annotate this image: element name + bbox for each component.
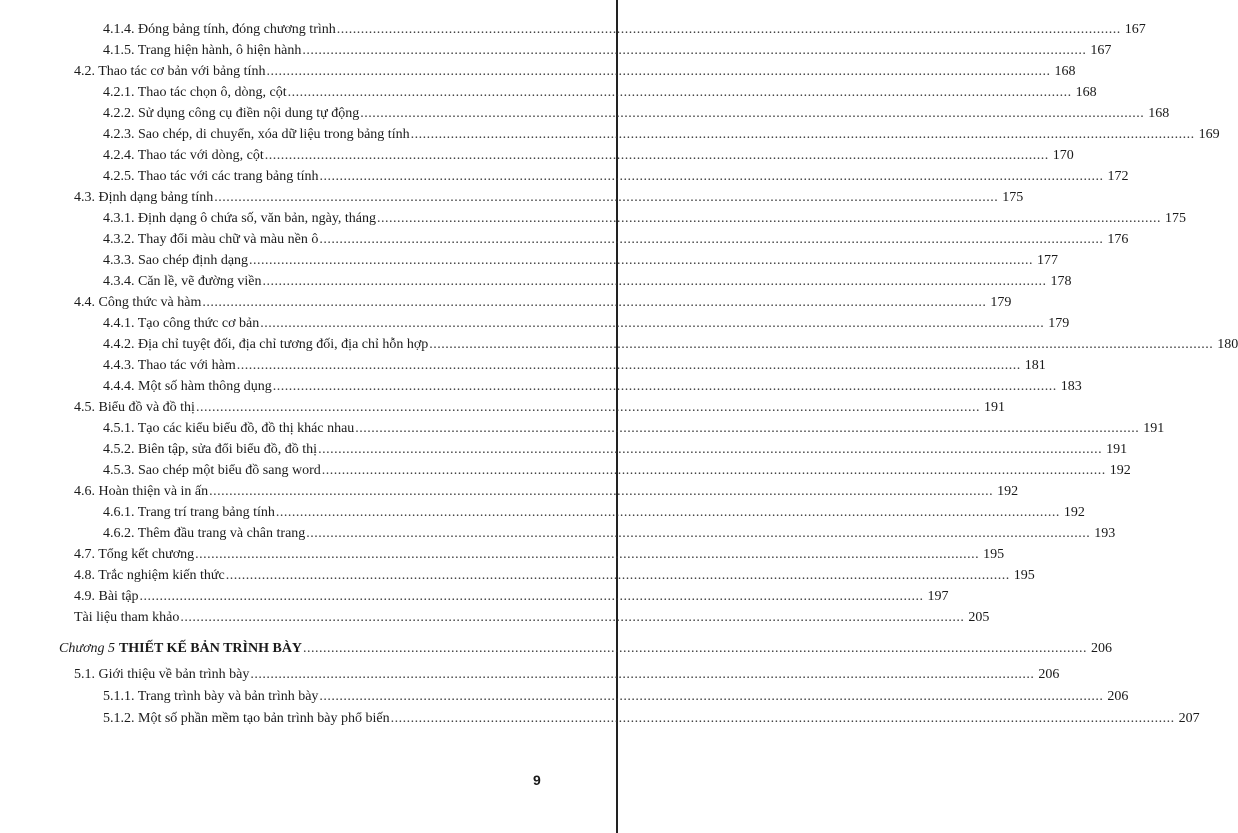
toc-entry-5-1-1 [103,686,1129,707]
toc-entry-title: 4.3.4. Căn lề, vẽ đường viền [103,274,262,289]
toc-entry-title: 4.4.4. Một số hàm thông dụng [103,379,272,394]
toc-entry-page: 172 [1107,169,1129,184]
dot-leader: .................................................................................................................................................................................................... [318,442,1103,457]
toc-entry-page: 183 [1060,379,1082,394]
toc-entry-4-9 [74,586,949,607]
dot-leader: .................................................................................................................................................................................................... [209,484,994,499]
chapter-heading [59,638,302,659]
toc-entry-4-5-2 [103,439,1128,460]
toc-entry-title: 4.4.3. Thao tác với hàm [103,358,236,373]
dot-leader: .................................................................................................................................................................................................... [272,379,1057,394]
toc-entry-page: 178 [1050,274,1072,289]
dot-leader: .................................................................................................................................................................................................... [214,190,999,205]
toc-entry-title: 4.5.3. Sao chép một biểu đồ sang word [103,463,321,478]
dot-leader: .................................................................................................................................................................................................... [264,148,1049,163]
dot-leader: .................................................................................................................................................................................................... [410,127,1195,142]
toc-entry-page: 167 [1090,43,1112,58]
dot-leader: .................................................................................................................................................................................................... [260,316,1045,331]
toc-entry-page: 191 [983,400,1005,415]
toc-chapter-5 [59,638,1113,659]
toc-entry-page: 206 [1091,641,1113,656]
toc-entry-title: 4.6. Hoàn thiện và in ấn [74,484,209,499]
dot-leader: .................................................................................................................................................................................................... [429,337,1214,352]
toc-entry-page: 175 [1165,211,1187,226]
toc-entry-title: 4.6.1. Trang trí trang bảng tính [103,505,275,520]
toc-entry-4-4-1 [103,313,1070,334]
toc-entry-page: 179 [1048,316,1070,331]
toc-entry-page: 192 [1063,505,1085,520]
toc-entry-title: 4.4. Công thức và hàm [74,295,202,310]
toc-entry-4-3-2 [103,229,1129,250]
toc-entry-4-2-4 [103,145,1074,166]
toc-entry-4-1-5 [103,40,1112,61]
toc-entry-5-1-2 [103,708,1200,729]
dot-leader: .................................................................................................................................................................................................... [302,43,1087,58]
dot-leader: .................................................................................................................................................................................................... [180,610,965,625]
toc-entry-title: 4.5.2. Biên tập, sửa đổi biểu đồ, đồ thị [103,442,318,457]
toc-entry-4-5-3 [103,460,1131,481]
toc-entry-title: 4.9. Bài tập [74,589,139,604]
dot-leader: .................................................................................................................................................................................................... [360,106,1145,121]
dot-leader: .................................................................................................................................................................................................... [303,641,1088,656]
toc-entry-4-6 [74,481,1019,502]
page-number: 9 [533,772,541,788]
toc-entry-page: 195 [1013,568,1035,583]
toc-entry-page: 180 [1217,337,1238,352]
toc-entry-page: 175 [1002,190,1024,205]
toc-entry-page: 176 [1107,232,1129,247]
toc-entry-page: 179 [990,295,1012,310]
toc-entry-4-3-1 [103,208,1187,229]
toc-entry-title: 4.4.2. Địa chỉ tuyệt đối, địa chỉ tương đối, địa chỉ hỗn hợp [103,337,429,352]
toc-entry-title: 4.3. Định dạng bảng tính [74,190,214,205]
toc-entry-page: 195 [983,547,1005,562]
dot-leader: .................................................................................................................................................................................................... [266,64,1051,79]
dot-leader: .................................................................................................................................................................................................... [202,295,987,310]
dot-leader: .................................................................................................................................................................................................... [377,211,1162,226]
dot-leader: .................................................................................................................................................................................................... [195,547,980,562]
toc-entry-4-5 [74,397,1005,418]
toc-entry-title: 4.1.4. Đóng bảng tính, đóng chương trình [103,22,336,37]
chapter-title: THIẾT KẾ BẢN TRÌNH BÀY [118,641,303,656]
toc-entry-page: 168 [1075,85,1097,100]
toc-entry-title: 4.1.5. Trang hiện hành, ô hiện hành [103,43,302,58]
toc-entry-4-6-1 [103,502,1085,523]
toc-entry-4-4-4 [103,376,1082,397]
toc-entry-page: 181 [1024,358,1046,373]
dot-leader: .................................................................................................................................................................................................... [321,463,1106,478]
toc-entry-4-2-3 [103,124,1220,145]
toc-entry-title: 4.8. Trắc nghiệm kiến thức [74,568,225,583]
toc-entry-page: 205 [968,610,990,625]
dot-leader: .................................................................................................................................................................................................... [139,589,924,604]
toc-entry-5-1 [74,664,1060,685]
toc-entry-title: 5.1. Giới thiệu về bản trình bày [74,667,250,682]
toc-entry-4-2 [74,61,1076,82]
toc-entry-4-2-5 [103,166,1129,187]
toc-entry-page: 206 [1038,667,1060,682]
toc-entry-page: 191 [1106,442,1128,457]
toc-entry-page: 191 [1143,421,1165,436]
toc-entry-page: 197 [927,589,949,604]
toc-entry-4-5-1 [103,418,1165,439]
dot-leader: .................................................................................................................................................................................................... [319,169,1104,184]
toc-entry-title: 4.2.5. Thao tác với các trang bảng tính [103,169,319,184]
toc-entry-page: 167 [1124,22,1146,37]
toc-entry-4-4 [74,292,1012,313]
toc-entry-4-8 [74,565,1035,586]
toc-entry-page: 169 [1198,127,1220,142]
toc-entry-title: 4.2.4. Thao tác với dòng, cột [103,148,264,163]
toc-entry-title: 4.5. Biểu đồ và đồ thị [74,400,195,415]
toc-entry-title: 4.2. Thao tác cơ bản với bảng tính [74,64,266,79]
dot-leader: .................................................................................................................................................................................................... [319,232,1104,247]
dot-leader: .................................................................................................................................................................................................... [236,358,1021,373]
toc-entry-4-2-2 [103,103,1170,124]
dot-leader: .................................................................................................................................................................................................... [319,689,1104,704]
toc-entry-4-3 [74,187,1024,208]
toc-entry-page: 177 [1037,253,1059,268]
toc-entry-4-3-4 [103,271,1072,292]
toc-entry-title: 4.6.2. Thêm đầu trang và chân trang [103,526,306,541]
toc-entry-title: 4.7. Tổng kết chương [74,547,195,562]
toc-entry-4-2-1 [103,82,1097,103]
dot-leader: .................................................................................................................................................................................................... [355,421,1140,436]
dot-leader: .................................................................................................................................................................................................... [195,400,980,415]
dot-leader: .................................................................................................................................................................................................... [275,505,1060,520]
toc-entry-4-3-3 [103,250,1059,271]
toc-entry-4-7 [74,544,1005,565]
toc-entry-references [74,607,990,628]
toc-entry-page: 207 [1178,711,1200,726]
toc-entry-title: 4.2.2. Sử dụng công cụ điền nội dung tự động [103,106,360,121]
toc-entry-title: 4.2.3. Sao chép, di chuyển, xóa dữ liệu trong bảng tính [103,127,410,142]
toc-entry-title: 5.1.2. Một số phần mềm tạo bản trình bày phổ biến [103,711,390,726]
dot-leader: .................................................................................................................................................................................................... [225,568,1010,583]
toc-entry-page: 206 [1107,689,1129,704]
dot-leader: .................................................................................................................................................................................................... [306,526,1091,541]
toc-entry-title: 4.3.1. Định dạng ô chứa số, văn bản, ngày, tháng [103,211,377,226]
toc-entry-4-1-4 [103,19,1146,40]
dot-leader: .................................................................................................................................................................................................... [287,85,1072,100]
toc-entry-page: 168 [1054,64,1076,79]
toc-entry-page: 192 [997,484,1019,499]
dot-leader: .................................................................................................................................................................................................... [336,22,1121,37]
toc-entry-title: 5.1.1. Trang trình bày và bản trình bày [103,689,319,704]
toc-entry-page: 170 [1052,148,1074,163]
toc-entry-title: 4.3.3. Sao chép định dạng [103,253,249,268]
toc-entry-page: 193 [1094,526,1116,541]
toc-entry-title: 4.5.1. Tạo các kiểu biểu đồ, đồ thị khác nhau [103,421,355,436]
toc-entry-4-4-2 [103,334,1238,355]
dot-leader: .................................................................................................................................................................................................... [250,667,1035,682]
toc-entry-title: 4.4.1. Tạo công thức cơ bản [103,316,260,331]
toc-entry-title: 4.3.2. Thay đổi màu chữ và màu nền ô [103,232,319,247]
dot-leader: .................................................................................................................................................................................................... [262,274,1047,289]
chapter-label: Chương 5 [59,641,115,656]
toc-entry-4-6-2 [103,523,1116,544]
toc-entry-title: 4.2.1. Thao tác chọn ô, dòng, cột [103,85,287,100]
toc-entry-page: 168 [1148,106,1170,121]
toc-entry-page: 192 [1109,463,1131,478]
dot-leader: .................................................................................................................................................................................................... [390,711,1175,726]
toc-entry-title: Tài liệu tham khảo [74,610,180,625]
toc-entry-4-4-3 [103,355,1046,376]
dot-leader: .................................................................................................................................................................................................... [249,253,1034,268]
